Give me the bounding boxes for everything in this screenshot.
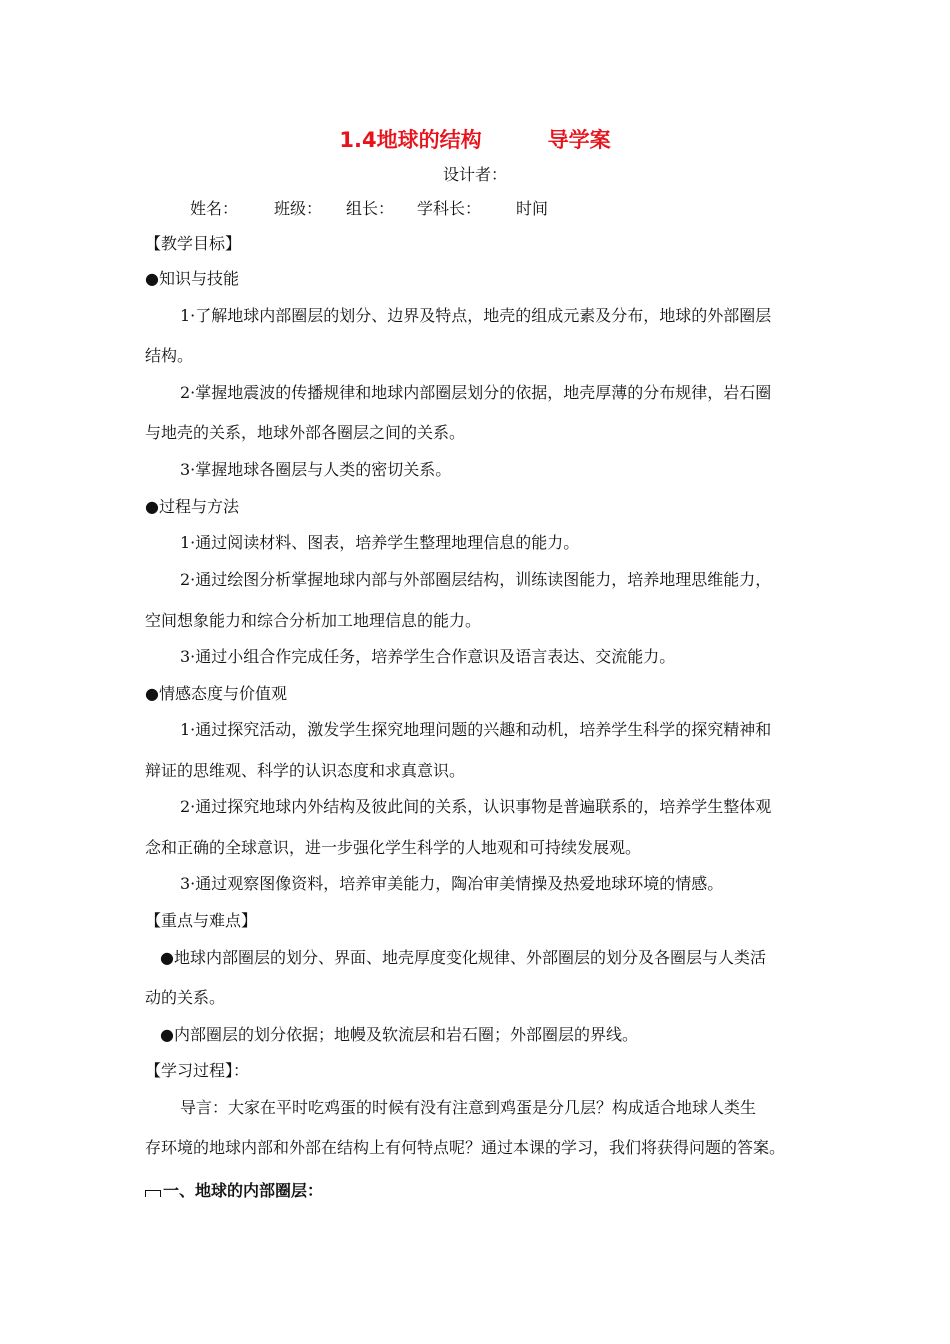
designer-line: 设计者： [442,165,507,184]
paragraph-line: ●内部圈层的划分依据；地幔及软流层和岩石圈；外部圈层的界线。 [160,1025,638,1044]
paragraph-line: 3·掌握地球各圈层与人类的密切关系。 [180,460,452,479]
leader-field-label: 组长： [346,199,395,218]
paragraph-line: 2·掌握地震波的传播规律和地球内部圈层划分的依据，地壳厚薄的分布规律，岩石圈 [180,383,772,402]
paragraph-line: 3·通过小组合作完成任务，培养学生合作意识及语言表达、交流能力。 [180,647,676,666]
name-field-label: 姓名： [190,199,239,218]
title-type: 导学案 [547,128,611,152]
paragraph-line: 1·通过探究活动，激发学生探究地理问题的兴趣和动机，培养学生科学的探究精神和 [180,720,772,739]
paragraph-line: 2·通过探究地球内外结构及彼此间的关系，认识事物是普遍联系的，培养学生整体观 [180,797,772,816]
paragraph-line: 动的关系。 [145,988,226,1007]
subheading-knowledge-skills: ●知识与技能 [145,269,239,288]
paragraph-line: 辩证的思维观、科学的认识态度和求真意识。 [145,761,466,780]
section-heading-text: 一、地球的内部圈层： [163,1181,324,1200]
heading-teaching-goals: 【教学目标】 [145,234,242,253]
heading-key-points: 【重点与难点】 [145,911,258,930]
time-field-label: 时间 [516,199,549,218]
bracket-mark-icon [145,1190,161,1197]
section-heading-internal-layers [145,1180,323,1202]
paragraph-line: 存环境的地球内部和外部在结构上有何特点呢？通过本课的学习，我们将获得问题的答案。 [145,1138,786,1157]
paragraph-line: ●地球内部圈层的划分、界面、地壳厚度变化规律、外部圈层的划分及各圈层与人类活 [160,948,766,967]
paragraph-line: 结构。 [145,346,194,365]
paragraph-line: 导言：大家在平时吃鸡蛋的时候有没有注意到鸡蛋是分几层？构成适合地球人类生 [180,1098,757,1117]
paragraph-line: 1·通过阅读材料、图表，培养学生整理地理信息的能力。 [180,533,580,552]
subject-leader-field-label: 学科长： [417,199,482,218]
paragraph-line: 空间想象能力和综合分析加工地理信息的能力。 [145,611,482,630]
document-title [0,124,950,154]
class-field-label: 班级： [274,199,323,218]
subheading-process-method: ●过程与方法 [145,497,239,516]
paragraph-line: 3·通过观察图像资料，培养审美能力，陶冶审美情操及热爱地球环境的情感。 [180,874,724,893]
subheading-attitude-values: ●情感态度与价值观 [145,684,287,703]
paragraph-line: 念和正确的全球意识，进一步强化学生科学的人地观和可持续发展观。 [145,838,642,857]
paragraph-line: 与地壳的关系，地球外部各圈层之间的关系。 [145,423,466,442]
paragraph-line: 2·通过绘图分析掌握地球内部与外部圈层结构，训练读图能力，培养地理思维能力， [180,570,772,589]
title-topic: 1.4地球的结构 [339,128,482,152]
paragraph-line: 1·了解地球内部圈层的划分、边界及特点，地壳的组成元素及分布，地球的外部圈层 [180,306,772,325]
heading-learning-process: 【学习过程】： [145,1061,250,1080]
